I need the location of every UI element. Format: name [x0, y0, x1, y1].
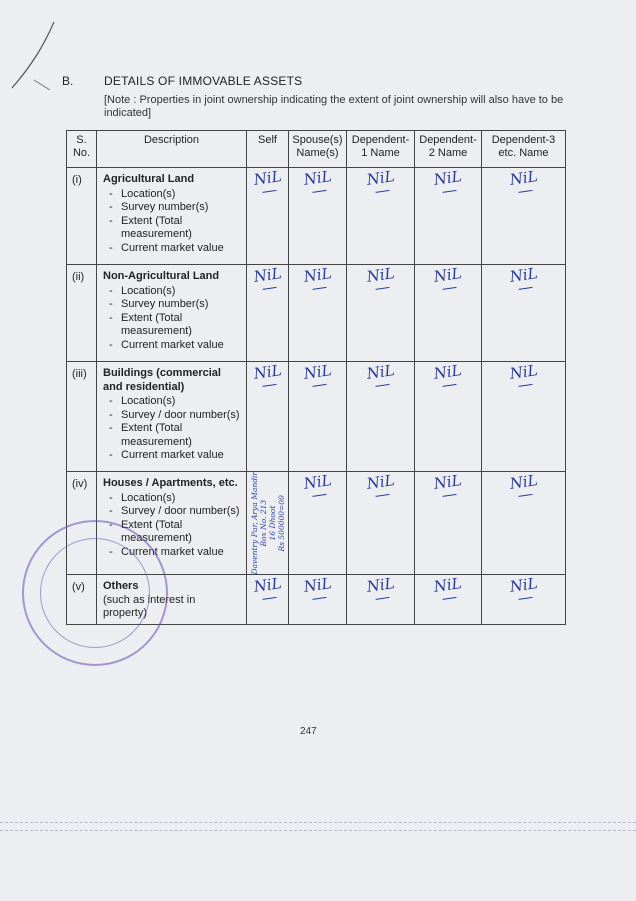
row-items — [103, 285, 242, 353]
cell-self — [247, 362, 289, 472]
ownership-note: [Note : Properties in joint ownership indicating the extent of joint ownership will also have to be indicated] — [104, 94, 564, 119]
table-header-row — [67, 131, 566, 168]
list-item: - Current market value — [103, 449, 242, 463]
cell-spouse — [289, 362, 347, 472]
header-dependent-3: Dependent-3 etc. Name — [482, 131, 566, 168]
handwritten-value: NiL — [302, 361, 333, 388]
list-item: - Current market value — [103, 242, 242, 256]
section-title: DETAILS OF IMMOVABLE ASSETS — [104, 74, 303, 88]
handwritten-value: NiL — [433, 264, 464, 291]
header-description: Description — [97, 131, 247, 168]
list-item: - Survey number(s) — [103, 298, 242, 312]
list-item: - Location(s) — [103, 188, 242, 202]
row-items — [103, 492, 242, 560]
header-spouse: Spouse(s) Name(s) — [289, 131, 347, 168]
cell-dependent-2 — [415, 575, 482, 625]
cell-dependent-3 — [482, 265, 566, 362]
handwritten-value: NiL — [365, 361, 396, 388]
cell-dependent-3 — [482, 168, 566, 265]
table-row — [67, 362, 566, 472]
list-item: - Extent (Total measurement) — [103, 215, 242, 242]
handwritten-value: NiL — [365, 264, 396, 291]
handwritten-value: NiL — [252, 575, 283, 602]
cell-spouse — [289, 472, 347, 575]
row-description — [97, 265, 247, 362]
handwritten-value: NiL — [365, 471, 396, 498]
handwritten-value: NiL — [433, 361, 464, 388]
row-items — [103, 188, 242, 256]
row-sno: (i) — [67, 168, 97, 265]
handwritten-value: NiL — [508, 361, 539, 388]
row-description — [97, 575, 247, 625]
pen-stroke-mark — [4, 20, 64, 90]
row-subtext: (such as interest in property) — [103, 593, 196, 620]
handwritten-value: NiL — [508, 471, 539, 498]
table-row — [67, 168, 566, 265]
section-letter: B. — [62, 74, 74, 88]
cell-spouse — [289, 575, 347, 625]
row-category: Others — [103, 580, 139, 593]
cell-spouse — [289, 168, 347, 265]
header-sno: S. No. — [67, 131, 97, 168]
handwritten-value: NiL — [302, 575, 333, 602]
handwritten-value: NiL — [252, 264, 283, 291]
handwritten-value: NiL — [433, 575, 464, 602]
cell-self — [247, 472, 289, 575]
cell-self — [247, 168, 289, 265]
handwritten-value: NiL — [302, 264, 333, 291]
list-item: - Current market value — [103, 339, 242, 353]
list-item: - Extent (Total measurement) — [103, 312, 242, 339]
cell-dependent-2 — [415, 472, 482, 575]
cell-dependent-3 — [482, 362, 566, 472]
list-item: - Extent (Total measurement) — [103, 519, 242, 546]
handwritten-value: NiL — [252, 167, 283, 194]
handwritten-value: NiL — [252, 361, 283, 388]
table-row — [67, 265, 566, 362]
cell-spouse — [289, 265, 347, 362]
list-item: - Survey / door number(s) — [103, 505, 242, 519]
cell-self — [247, 265, 289, 362]
handwritten-value: NiL — [508, 264, 539, 291]
table-row — [67, 472, 566, 575]
cell-dependent-1 — [347, 265, 415, 362]
list-item: - Extent (Total measurement) — [103, 422, 242, 449]
handwritten-value: NiL — [433, 471, 464, 498]
list-item: - Location(s) — [103, 492, 242, 506]
header-self: Self — [247, 131, 289, 168]
scan-divider-line — [0, 822, 636, 823]
handwritten-address-value: Daventry Pur, Arya Mandir Box No. 213 16 Dhoot Rs 500000=00 — [249, 472, 286, 575]
cell-dependent-1 — [347, 168, 415, 265]
row-items — [103, 395, 242, 463]
handwritten-value: NiL — [508, 575, 539, 602]
row-category: Agricultural Land — [103, 173, 195, 185]
header-dependent-2: Dependent-2 Name — [415, 131, 482, 168]
immovable-assets-table — [66, 130, 566, 625]
cell-dependent-1 — [347, 472, 415, 575]
list-item: - Survey / door number(s) — [103, 409, 242, 423]
cell-dependent-3 — [482, 575, 566, 625]
handwritten-value: NiL — [302, 167, 333, 194]
row-sno: (iii) — [67, 362, 97, 472]
cell-dependent-2 — [415, 362, 482, 472]
cell-dependent-3 — [482, 472, 566, 575]
cell-dependent-1 — [347, 575, 415, 625]
handwritten-value: NiL — [302, 471, 333, 498]
row-description — [97, 472, 247, 575]
row-description — [97, 362, 247, 472]
scan-divider-line — [0, 830, 636, 831]
cell-dependent-2 — [415, 168, 482, 265]
handwritten-value: NiL — [508, 167, 539, 194]
table-row — [67, 575, 566, 625]
handwritten-value: NiL — [433, 167, 464, 194]
page-number: 247 — [300, 726, 317, 737]
row-sno: (iv) — [67, 472, 97, 575]
list-item: - Location(s) — [103, 395, 242, 409]
header-dependent-1: Dependent-1 Name — [347, 131, 415, 168]
cell-self — [247, 575, 289, 625]
row-category: Buildings (commercial and residential) — [103, 367, 221, 393]
row-category: Non-Agricultural Land — [103, 270, 220, 282]
list-item: - Survey number(s) — [103, 201, 242, 215]
cell-dependent-2 — [415, 265, 482, 362]
list-item: - Current market value — [103, 546, 242, 560]
list-item: - Location(s) — [103, 285, 242, 299]
row-sno: (ii) — [67, 265, 97, 362]
row-description — [97, 168, 247, 265]
handwritten-value: NiL — [365, 575, 396, 602]
row-category: Houses / Apartments, etc. — [103, 477, 238, 489]
handwritten-value: NiL — [365, 167, 396, 194]
row-sno: (v) — [67, 575, 97, 625]
cell-dependent-1 — [347, 362, 415, 472]
